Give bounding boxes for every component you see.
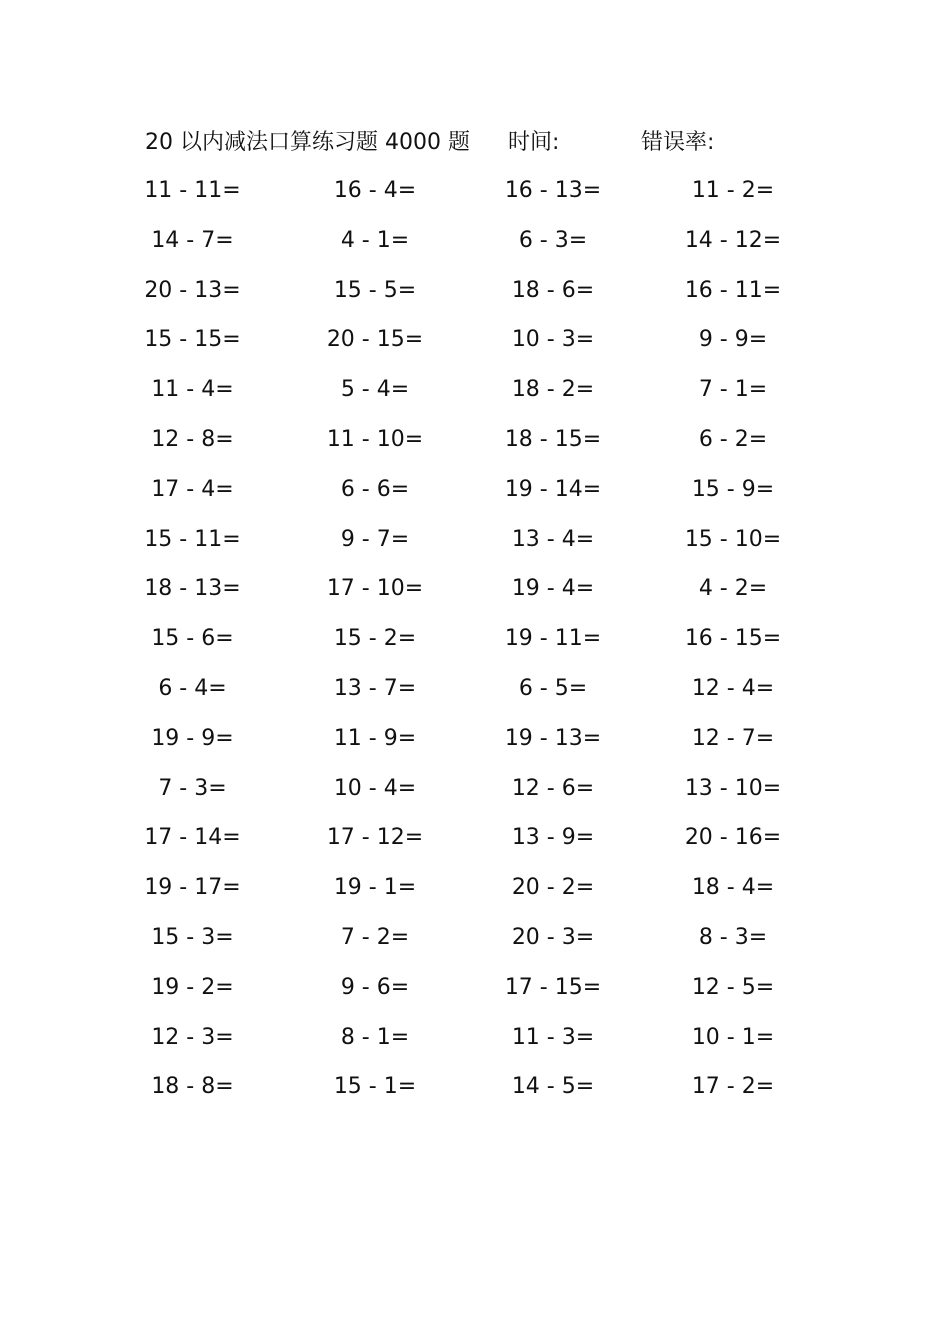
problem-item: 7 - 2=: [340, 924, 410, 950]
problem-item: 19 - 4=: [511, 576, 595, 602]
problem-row: [0, 971, 950, 1021]
problem-item: 6 - 5=: [518, 675, 588, 701]
problem-item: 8 - 1=: [340, 1024, 410, 1050]
problem-item: 4 - 1=: [340, 227, 410, 253]
problem-row: [0, 572, 950, 622]
problem-row: [0, 373, 950, 423]
problem-item: 18 - 13=: [144, 576, 241, 602]
problem-row: [0, 423, 950, 473]
problem-row: [0, 921, 950, 971]
problem-item: 10 - 4=: [333, 775, 417, 801]
problem-row: [0, 622, 950, 672]
problem-item: 9 - 7=: [340, 526, 410, 552]
problem-row: [0, 1021, 950, 1071]
problem-item: 15 - 1=: [333, 1074, 417, 1100]
problem-item: 15 - 15=: [144, 327, 241, 353]
problem-item: 11 - 10=: [326, 426, 424, 452]
worksheet-title: 20 以内减法口算练习题 4000 题: [145, 130, 470, 155]
problem-item: 15 - 3=: [151, 924, 234, 950]
problem-item: 12 - 6=: [511, 775, 595, 801]
problem-item: 18 - 6=: [511, 277, 595, 303]
problem-item: 16 - 15=: [684, 626, 782, 652]
problem-row: [0, 523, 950, 573]
problem-item: 13 - 10=: [684, 775, 782, 801]
problem-item: 18 - 15=: [504, 426, 602, 452]
problem-item: 7 - 1=: [698, 377, 768, 403]
problem-item: 13 - 7=: [333, 675, 417, 701]
problem-item: 15 - 9=: [691, 476, 775, 502]
time-label: 时间:: [508, 130, 560, 155]
problem-item: 12 - 7=: [691, 725, 775, 751]
problem-item: 9 - 6=: [340, 974, 410, 1000]
problem-item: 11 - 11=: [144, 178, 241, 203]
problem-item: 10 - 3=: [511, 327, 595, 353]
problem-row: [0, 722, 950, 772]
problem-item: 18 - 8=: [151, 1074, 234, 1100]
problem-row: [0, 473, 950, 523]
problem-item: 17 - 2=: [691, 1074, 775, 1100]
problem-item: 15 - 10=: [684, 526, 782, 552]
problem-item: 17 - 14=: [144, 825, 241, 851]
problem-item: 17 - 4=: [151, 476, 234, 502]
problem-item: 19 - 1=: [333, 875, 417, 901]
problem-row: [0, 821, 950, 871]
problem-item: 13 - 9=: [511, 825, 595, 851]
problem-row: [0, 1070, 950, 1120]
problem-item: 7 - 3=: [158, 775, 227, 801]
problem-item: 17 - 12=: [326, 825, 424, 851]
problem-item: 11 - 4=: [151, 377, 234, 403]
problem-item: 11 - 3=: [511, 1024, 595, 1050]
problem-row: [0, 871, 950, 921]
problem-item: 19 - 11=: [504, 626, 602, 652]
problem-item: 15 - 2=: [333, 626, 417, 652]
problem-item: 11 - 9=: [333, 725, 417, 751]
problem-item: 16 - 4=: [333, 178, 417, 203]
problem-item: 8 - 3=: [698, 924, 768, 950]
problem-item: 15 - 5=: [333, 277, 417, 303]
problem-item: 14 - 5=: [511, 1074, 595, 1100]
problem-item: 9 - 9=: [698, 327, 768, 353]
problem-item: 6 - 3=: [518, 227, 588, 253]
problem-item: 4 - 2=: [698, 576, 768, 602]
problem-row: [0, 174, 950, 224]
problem-item: 12 - 4=: [691, 675, 775, 701]
problem-item: 12 - 8=: [151, 426, 234, 452]
problem-row: [0, 224, 950, 274]
problem-item: 19 - 2=: [151, 974, 234, 1000]
problem-item: 13 - 4=: [511, 526, 595, 552]
problem-item: 20 - 3=: [511, 924, 595, 950]
problem-row: [0, 772, 950, 822]
problem-item: 10 - 1=: [691, 1024, 775, 1050]
problem-item: 18 - 4=: [691, 875, 775, 901]
problem-row: [0, 323, 950, 373]
problem-item: 16 - 13=: [504, 178, 602, 203]
problem-item: 6 - 2=: [698, 426, 768, 452]
error-rate-label: 错误率:: [641, 130, 715, 155]
problem-item: 19 - 13=: [504, 725, 602, 751]
problem-item: 11 - 2=: [691, 178, 775, 203]
problem-item: 20 - 16=: [684, 825, 782, 851]
problem-item: 6 - 6=: [340, 476, 410, 502]
problem-item: 16 - 11=: [684, 277, 782, 303]
problem-item: 5 - 4=: [340, 377, 410, 403]
problem-item: 12 - 3=: [151, 1024, 234, 1050]
problem-item: 18 - 2=: [511, 377, 595, 403]
problem-item: 20 - 2=: [511, 875, 595, 901]
problem-item: 19 - 17=: [144, 875, 241, 901]
problem-item: 20 - 15=: [326, 327, 424, 353]
problem-item: 6 - 4=: [158, 675, 227, 701]
problem-item: 12 - 5=: [691, 974, 775, 1000]
problem-row: [0, 274, 950, 324]
worksheet-header: [0, 126, 950, 160]
problem-item: 17 - 15=: [504, 974, 602, 1000]
problem-item: 17 - 10=: [326, 576, 424, 602]
problem-item: 19 - 14=: [504, 476, 602, 502]
problem-row: [0, 672, 950, 722]
problem-item: 14 - 12=: [684, 227, 782, 253]
problem-item: 20 - 13=: [144, 277, 241, 303]
problem-item: 19 - 9=: [151, 725, 234, 751]
problem-item: 14 - 7=: [151, 227, 234, 253]
problem-item: 15 - 6=: [151, 626, 234, 652]
problem-item: 15 - 11=: [144, 526, 241, 552]
problem-grid: [0, 174, 950, 1120]
